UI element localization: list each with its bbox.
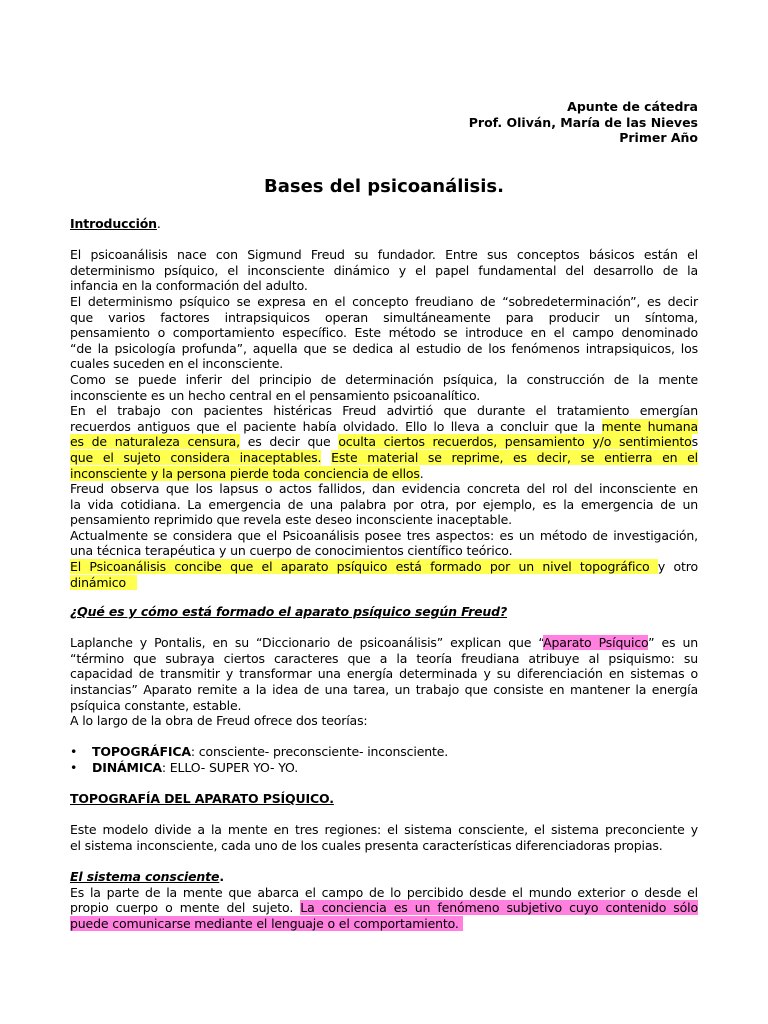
p1-line: infancia en la conformación del adulto. <box>70 278 308 294</box>
aparato-section <box>70 604 698 729</box>
document-header <box>469 99 698 146</box>
p11-line: propio cuerpo o mente del sujeto. La conciencia es un fenómeno subjetivo cuyo contenido sólo <box>70 900 698 916</box>
highlight-yellow: que el sujeto considera inaceptables. <box>70 449 322 465</box>
topografia-section <box>70 791 698 931</box>
p8-line: “término que subraya ciertos caracteres que a la teoría freudiana atribuye al psiquismo: su <box>70 650 698 666</box>
highlight-yellow: El Psicoanálisis concibe que el aparato psíquico está formado por un nivel topográfico <box>70 559 658 575</box>
p2-line: “de la psicología profunda”, aquella que se dedica al estudio de los fenómenos intrapsiquicos, los <box>70 340 698 356</box>
topografia-heading-line <box>70 791 698 807</box>
p3-line: inconsciente es un hecho central en el pensamiento psicoanalítico. <box>70 387 481 403</box>
intro-heading: Introducción <box>70 216 157 231</box>
p9-line: A lo largo de la obra de Freud ofrece dos teorías: <box>70 713 368 729</box>
intro-heading-line: Introducción. <box>70 216 161 231</box>
p4-line: es de naturaleza censura, es decir que oculta ciertos recuerdos, pensamiento y/o sentimientos <box>70 434 698 450</box>
question-heading-line <box>70 604 698 620</box>
topografia-heading: TOPOGRAFÍA DEL APARATO PSÍQUICO. <box>70 791 334 806</box>
p10-line: el sistema inconsciente, cada uno de los cuales presenta características diferenciadoras propias. <box>70 837 663 853</box>
p4-line: inconsciente y la persona pierde toda conciencia de ellos. <box>70 465 424 481</box>
highlight-yellow: inconsciente y la persona pierde toda conciencia de ellos <box>70 465 420 481</box>
p5-line: Freud observa que los lapsus o actos fallidos, dan evidencia concreta del rol del inconsciente en <box>70 481 698 497</box>
question-heading: ¿Qué es y cómo está formado el aparato psíquico según Freud? <box>70 604 508 619</box>
highlight-pink: puede comunicarse mediante el lenguaje o el comportamiento. <box>70 915 463 931</box>
document-title: Bases del psicoanálisis. <box>264 176 504 197</box>
highlight-yellow: oculta ciertos recuerdos, pensamiento y/o sentimiento <box>338 434 692 450</box>
p1-line: El psicoanálisis nace con Sigmund Freud su fundador. Entre sus conceptos básicos están el <box>70 247 698 263</box>
p2-line: que varios factores intrapsiquicos operan simultáneamente para producir un síntoma, <box>70 309 698 325</box>
highlight-yellow: Este material se reprime, es decir, se entierra en el <box>331 449 698 465</box>
p8-line: psíquica constante, estable. <box>70 697 242 713</box>
list-item: • TOPOGRÁFICA: consciente- preconsciente- inconsciente. <box>0 744 768 760</box>
p8-line: instancias” Aparato remite a la idea de una tarea, un trabajo que consiste en mantener la energía <box>70 681 698 697</box>
p3-line: Como se puede inferir del principio de determinación psíquica, la construcción de la mente <box>70 371 698 387</box>
theories-list <box>0 744 768 775</box>
p1-line: determinismo psíquico, el inconsciente dinámico y el papel fundamental del desarrollo de la <box>70 262 698 278</box>
p8-line: capacidad de transmitir y transformar una energía determinada y su diferenciación en sistemas o <box>70 666 698 682</box>
p2-line: pensamiento o comportamiento específico. Este método se introduce en el campo denominado <box>70 325 698 341</box>
p8-line: Laplanche y Pontalis, en su “Diccionario de psicoanálisis” explican que “Aparato Psíquico” es un <box>70 635 699 651</box>
p5-line: pensamiento reprimido que revela este deseo inconsciente inaceptable. <box>70 512 513 528</box>
header-apunte: Apunte de cátedra <box>567 99 698 114</box>
list-item: • DINÁMICA: ELLO- SUPER YO- YO. <box>0 760 768 776</box>
p11-line <box>70 916 698 932</box>
p10-line: Este modelo divide a la mente en tres regiones: el sistema consciente, el sistema preconciente y <box>70 822 698 838</box>
highlight-pink: Aparato Psíquico <box>543 635 649 651</box>
p4-line: En el trabajo con pacientes histéricas Freud advirtió que durante el tratamiento emergían <box>70 403 698 419</box>
consciente-heading-line: El sistema consciente. <box>70 868 224 884</box>
p11-line: Es la parte de la mente que abarca el campo de lo percibido desde el mundo exterior o desde el <box>70 884 698 900</box>
p4-line: recuerdos antiguos que el paciente había olvidado. Ello lo lleva a concluir que la mente humana <box>70 418 698 434</box>
document-body <box>70 216 698 590</box>
highlight-yellow: mente humana <box>601 418 698 434</box>
highlight-pink: La conciencia es un fenómeno subjetivo cuyo contenido sólo <box>300 900 698 916</box>
p7-line <box>70 575 698 591</box>
highlight-yellow: es de naturaleza censura, <box>70 434 241 450</box>
p2-line: El determinismo psíquico se expresa en el concepto freudiano de “sobredeterminación”, es decir <box>70 293 698 309</box>
p2-line: cuales suceden en el inconsciente. <box>70 356 284 372</box>
highlight-yellow: dinámico <box>70 574 138 590</box>
p6-line: Actualmente se considera que el Psicoanálisis posee tres aspectos: es un método de investigación, <box>70 527 698 543</box>
consciente-heading: El sistema consciente <box>70 868 220 884</box>
p6-line: una técnica terapéutica y un cuerpo de conocimientos científico teórico. <box>70 543 513 559</box>
p7-line: El Psicoanálisis concibe que el aparato psíquico está formado por un nivel topográfico y otro <box>70 559 698 575</box>
header-professor: Prof. Oliván, María de las Nieves <box>468 114 698 130</box>
p5-line: la vida cotidiana. La emergencia de una palabra por otra, por ejemplo, es la emergencia de un <box>70 496 698 512</box>
p4-line <box>70 450 698 466</box>
header-year: Primer Año <box>619 130 698 145</box>
